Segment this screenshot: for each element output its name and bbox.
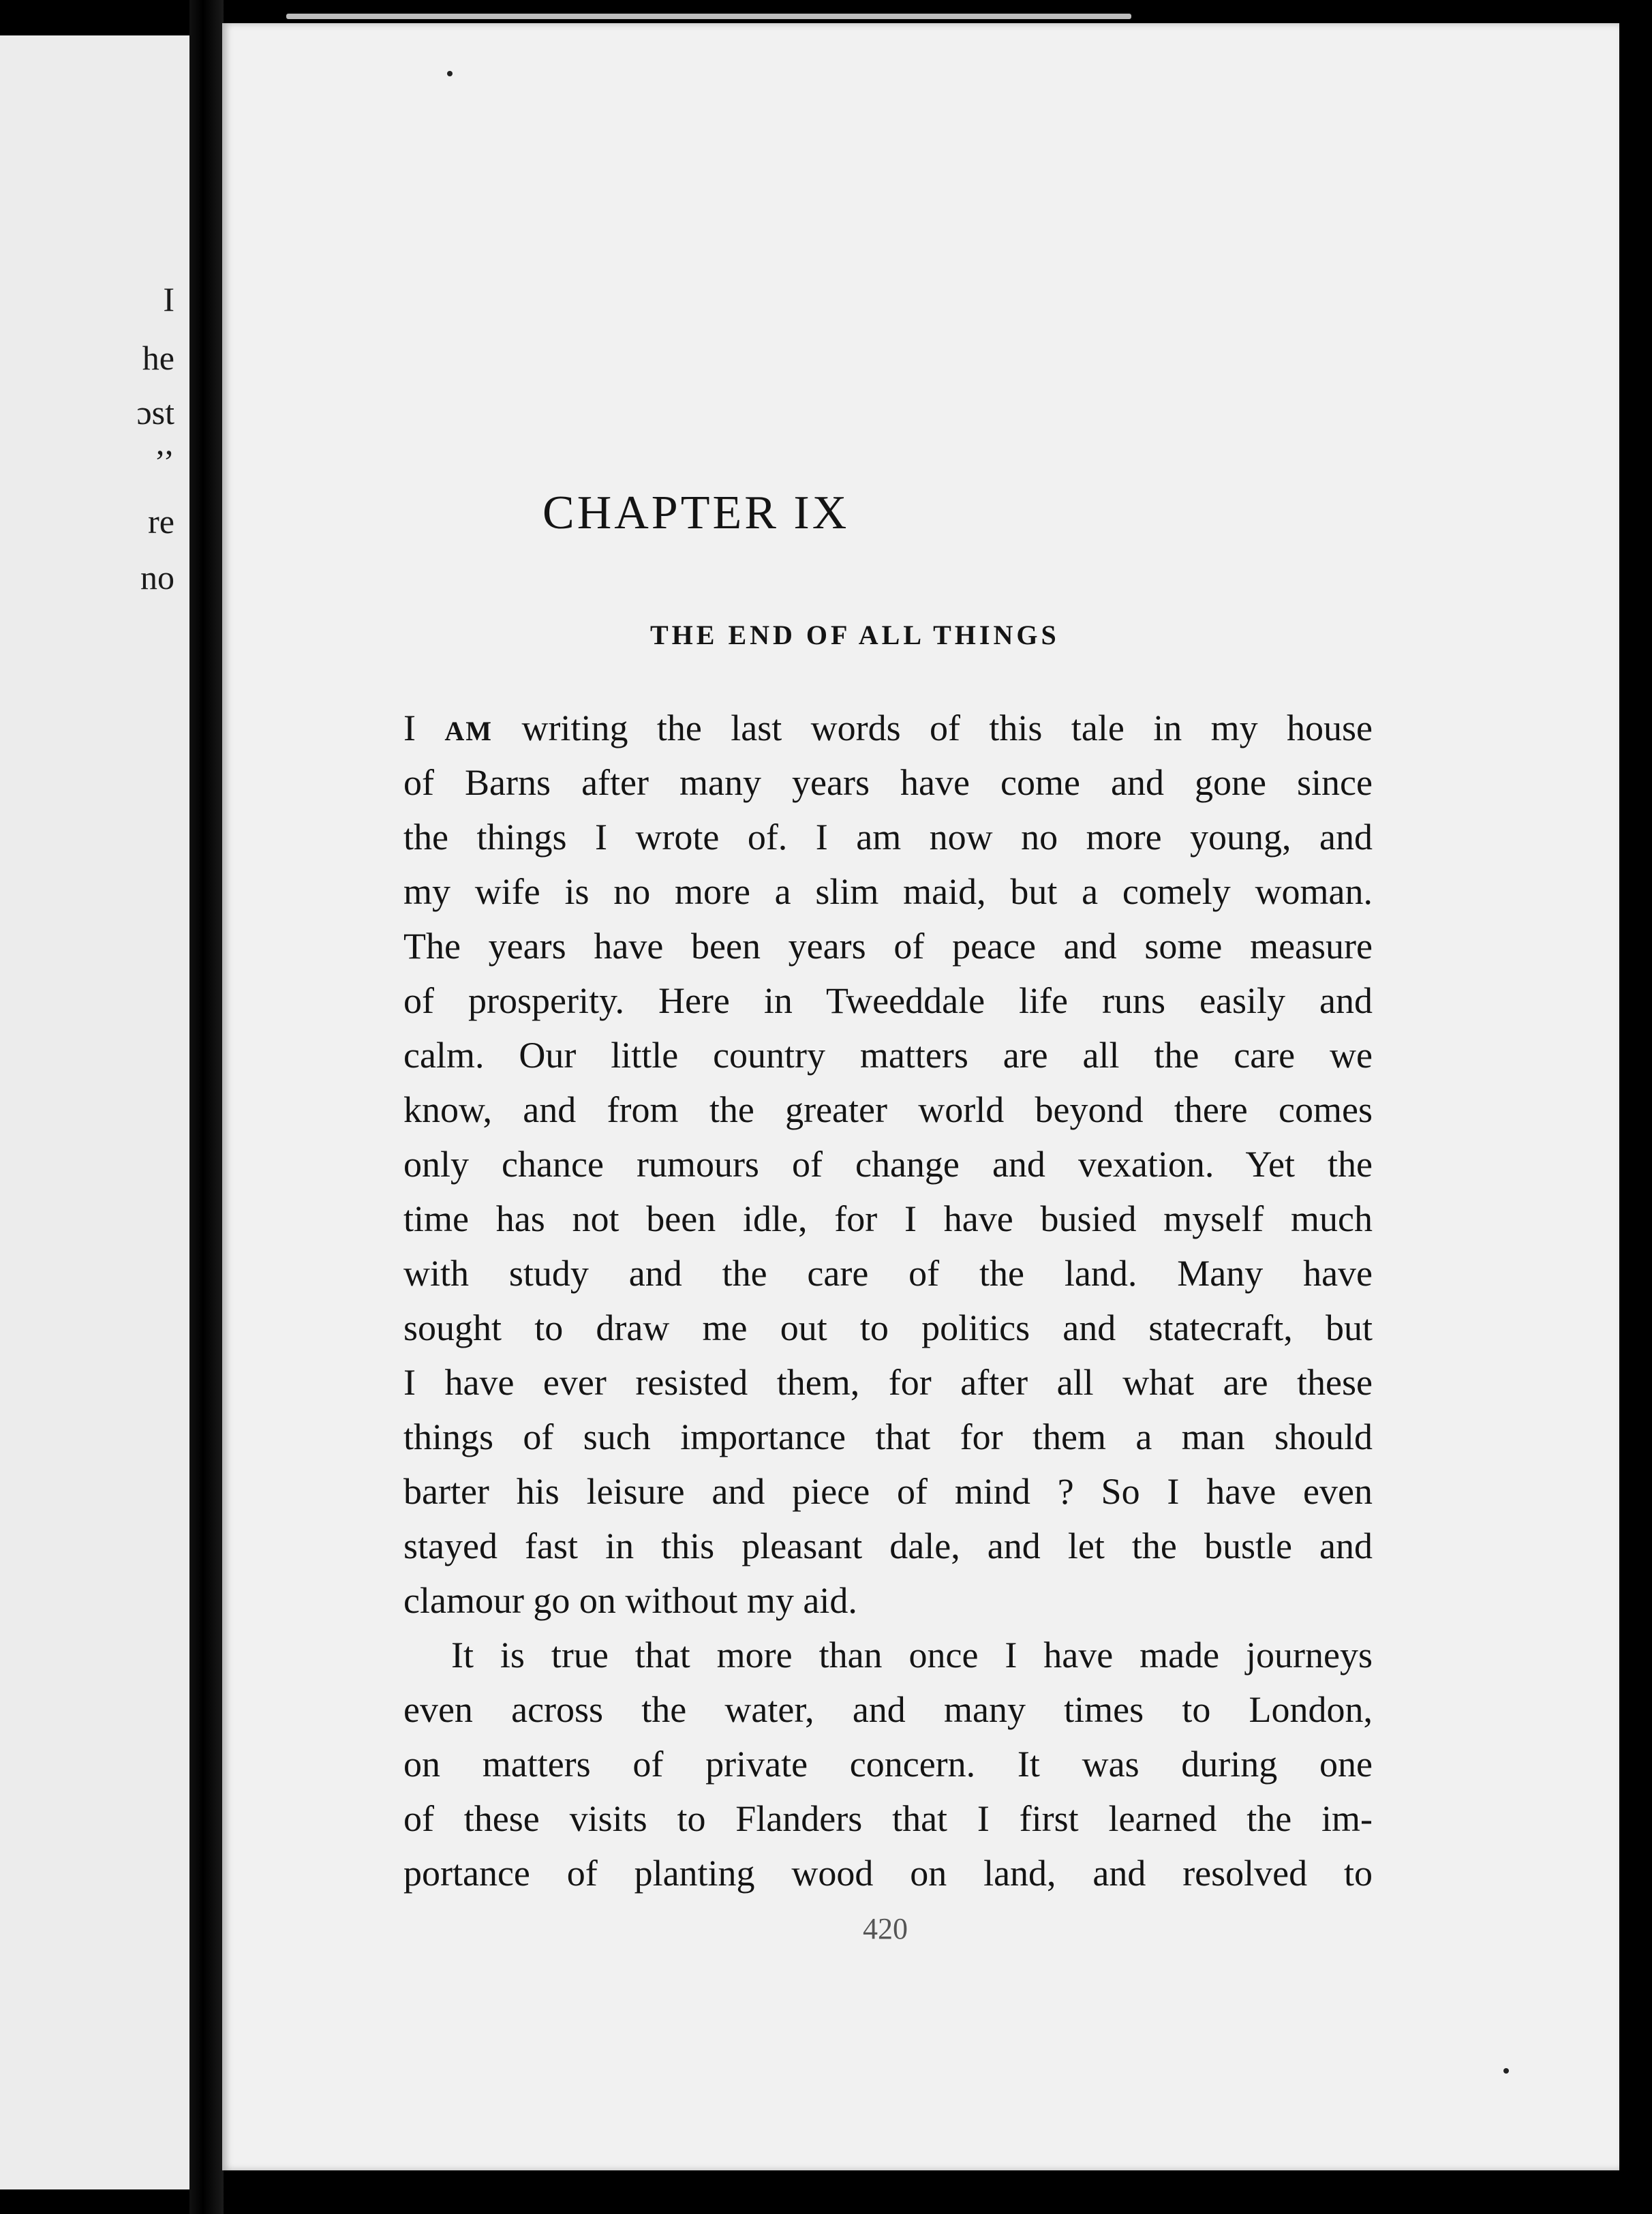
text-line: stayed fast in this pleasant dale, and let the bustle and [403,1526,1373,1566]
line-lead: I [403,708,445,748]
book-gutter-shadow [189,0,224,2214]
page-number: 420 [863,1912,908,1945]
scan-speck [1503,2068,1509,2074]
left-page-fragment: he [142,339,174,377]
left-page-fragment: no [140,558,174,596]
text-line: calm. Our little country matters are all the care we [403,1035,1373,1076]
text-line: only chance rumours of change and vexation. Yet the [403,1144,1373,1185]
left-page-fragment: I [163,280,174,318]
text-line: the things I wrote of. I am now no more young, and [403,817,1373,858]
text-line: time has not been idle, for I have busied myself much [403,1198,1373,1239]
line-rest: writing the last words of this tale in my house [493,708,1373,748]
text-line: even across the water, and many times to London, [403,1689,1373,1730]
text-line: of these visits to Flanders that I first learned the im- [403,1798,1373,1839]
text-line [403,701,1373,755]
text-line: my wife is no more a slim maid, but a comely woman. [403,871,1373,912]
text-line: clamour go on without my aid. [403,1580,857,1621]
text-line: I have ever resisted them, for after all what are these [403,1362,1373,1403]
text-line: things of such importance that for them a man should [403,1416,1373,1457]
body-text [403,701,1373,1900]
text-line: know, and from the greater world beyond there comes [403,1089,1373,1130]
left-facing-page [0,35,189,2189]
text-line: on matters of private concern. It was during one [403,1744,1373,1785]
text-line: with study and the care of the land. Many have [403,1253,1373,1294]
left-page-fragment: ɔst [136,393,174,431]
text-line: portance of planting wood on land, and resolved to [403,1853,1373,1894]
text-line: of prosperity. Here in Tweeddale life runs easily and [403,980,1373,1021]
text-line: barter his leisure and piece of mind ? So I have even [403,1471,1373,1512]
chapter-title: CHAPTER IX [542,487,850,539]
scan-speck [447,71,453,76]
left-page-fragment: re [148,502,174,541]
text-line: sought to draw me out to politics and statecraft, but [403,1307,1373,1348]
text-line: It is true that more than once I have made journeys [451,1635,1373,1675]
right-book-page [222,23,1619,2170]
chapter-subtitle: THE END OF ALL THINGS [650,620,1060,650]
small-caps-word: AM [444,716,493,746]
left-page-fragment: ’’ [154,442,174,481]
text-line: of Barns after many years have come and gone since [403,762,1373,803]
page-top-edge [286,14,1131,19]
text-line: The years have been years of peace and some measure [403,926,1373,967]
